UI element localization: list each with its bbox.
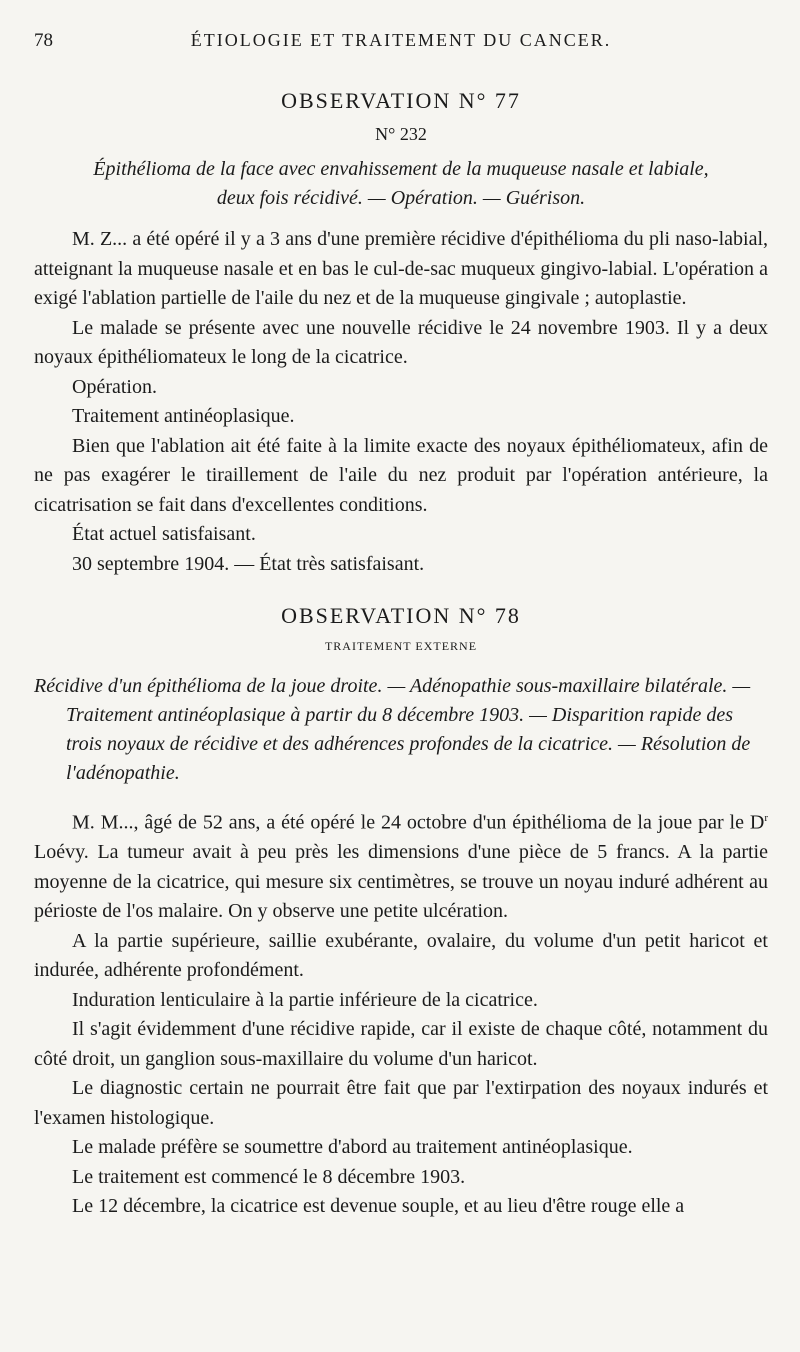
observation-78-paragraph-text: M. M..., âgé de 52 ans, a été opéré le 24 octobre d'un épithélioma de la joue par le D	[72, 811, 765, 834]
observation-78-paragraph-text: Loévy. La tumeur avait à peu près les dimensions d'une pièce de 5 francs. A la partie moyenne de la cicatrice, qui mesure six centimètres, se trouve un noyau induré adhérent au périoste de l'os malaire. On y observe une petite ulcération.	[34, 841, 768, 923]
observation-77-paragraph: M. Z... a été opéré il y a 3 ans d'une première récidive d'épithélioma du pli naso-labial, atteignant la muqueuse nasale et en bas le cul-de-sac muqueux gingivo-labial. L'opération a exigé l'ablation partielle de l'aile du nez et de la muqueuse gingivale ; autoplastie.	[34, 228, 768, 309]
observation-77-summary-line-2: deux fois récidivé. — Opération. — Guérison.	[216, 187, 586, 209]
observation-77-paragraph: Bien que l'ablation ait été faite à la limite exacte des noyaux épithéliomateux, afin de ne pas exagérer le tiraillement de l'aile du nez produit par l'opération antérieure, la cicatrisation se fait dans d'excellentes conditions.	[34, 434, 768, 516]
running-title: ÉTIOLOGIE ET TRAITEMENT DU CANCER.	[190, 30, 612, 50]
observation-78-paragraph: Le diagnostic certain ne pourrait être fait que par l'extirpation des noyaux indurés et l'examen histologique.	[34, 1077, 768, 1129]
doctor-abbrev-superscript: r	[764, 812, 768, 824]
observation-78-title: OBSERVATION N° 78	[281, 603, 521, 628]
observation-78-summary: Récidive d'un épithélioma de la joue droite. — Adénopathie sous-maxillaire bilatérale. — Traitement antinéoplasique à partir du 8 décembre 1903. — Disparition rapide des trois noyaux de récidive et des adhérences profondes de la cicatrice. — Résolution de l'adénopathie.	[34, 675, 751, 784]
observation-77-paragraph: Traitement antinéoplasique.	[72, 405, 295, 427]
observation-77-paragraph: 30 septembre 1904. — État très satisfaisant.	[72, 552, 425, 575]
page-number: 78	[34, 30, 53, 51]
observation-77	[34, 88, 768, 579]
observation-78-paragraph: Le malade préfère se soumettre d'abord au traitement antinéoplasique.	[72, 1136, 633, 1159]
observation-77-number: N° 232	[375, 124, 427, 144]
observation-77-title: OBSERVATION N° 77	[281, 88, 521, 113]
book-page	[34, 24, 768, 1222]
observation-78-paragraph: Il s'agit évidemment d'une récidive rapide, car il existe de chaque côté, notamment du côté droit, un ganglion sous-maxillaire du volume d'un haricot.	[34, 1018, 768, 1070]
running-header	[34, 24, 768, 64]
observation-78-paragraph: A la partie supérieure, saillie exubérante, ovalaire, du volume d'un petit haricot et indurée, adhérente profondément.	[34, 929, 768, 982]
observation-78-paragraph	[34, 804, 768, 927]
observation-77-summary-line-1: Épithélioma de la face avec envahissement de la muqueuse nasale et labiale,	[93, 158, 709, 180]
observation-77-paragraph: État actuel satisfaisant.	[72, 523, 256, 545]
observation-77-paragraph: Opération.	[72, 375, 157, 398]
observation-78	[34, 603, 768, 1222]
observation-78-paragraph: Induration lenticulaire à la partie inférieure de la cicatrice.	[72, 988, 538, 1011]
observation-78-paragraph: Le traitement est commencé le 8 décembre 1903.	[72, 1165, 466, 1188]
observation-78-paragraph: Le 12 décembre, la cicatrice est devenue souple, et au lieu d'être rouge elle a	[72, 1195, 685, 1218]
observation-77-paragraph: Le malade se présente avec une nouvelle récidive le 24 novembre 1903. Il y a deux noyaux épithéliomateux le long de la cicatrice.	[34, 316, 768, 368]
observation-78-subtitle: TRAITEMENT EXTERNE	[324, 639, 478, 653]
